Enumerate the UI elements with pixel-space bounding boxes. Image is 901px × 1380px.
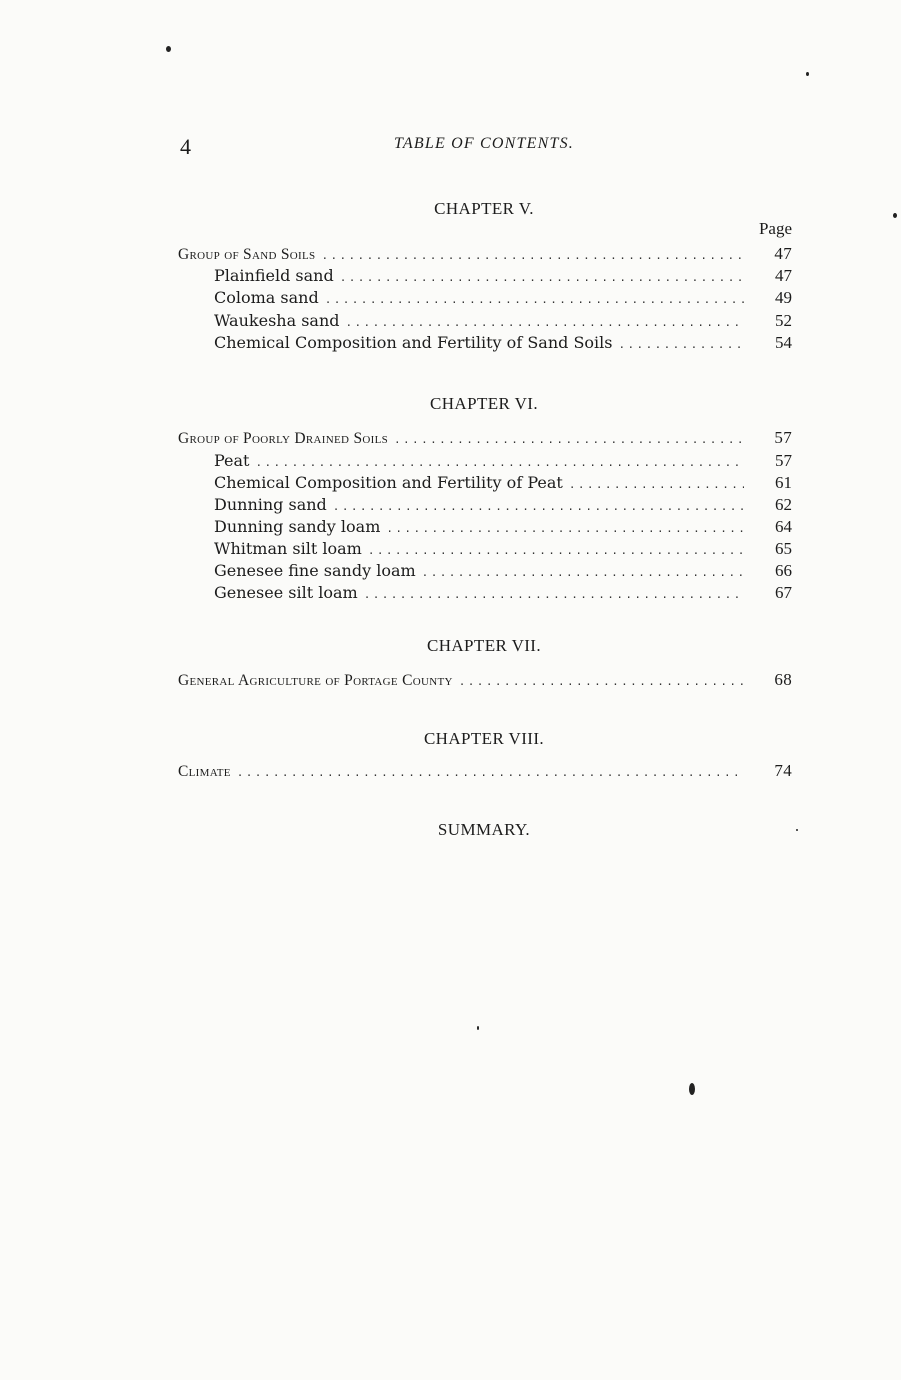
toc-entry-page: 47 — [774, 244, 792, 263]
toc-entry[interactable] — [214, 539, 792, 561]
dot-leader — [325, 293, 744, 306]
scan-speck — [796, 829, 798, 831]
toc-entry[interactable] — [214, 473, 792, 495]
toc-entry[interactable] — [178, 244, 792, 266]
toc-entry[interactable] — [214, 517, 792, 539]
toc-entry[interactable] — [214, 451, 792, 473]
dot-leader — [459, 675, 744, 688]
toc-entry-label: Dunning sandy loam — [214, 517, 381, 536]
summary-heading: SUMMARY. — [437, 820, 531, 839]
toc-entry-label: Group of Poorly Drained Soils — [178, 430, 389, 447]
toc-entry-page: 57 — [774, 428, 792, 447]
dot-leader — [321, 249, 744, 262]
toc-entry-page: 54 — [775, 333, 792, 352]
toc-entry-label: Chemical Composition and Fertility of Sand Soils — [214, 333, 613, 352]
toc-entry-page: 65 — [775, 539, 792, 558]
dot-leader — [619, 338, 745, 351]
toc-entry-label: Waukesha sand — [214, 311, 340, 330]
toc-entry[interactable] — [214, 561, 792, 583]
toc-entry-page: 57 — [775, 451, 792, 470]
toc-entry-page: 62 — [775, 495, 792, 514]
scan-speck — [166, 46, 171, 52]
toc-entry[interactable] — [178, 428, 792, 450]
scan-speck — [806, 72, 809, 76]
toc-entry-label: Climate — [178, 763, 231, 780]
toc-entry-page: 49 — [775, 288, 792, 307]
page-column-label: Page — [758, 219, 792, 238]
toc-entry-page: 47 — [775, 266, 792, 285]
toc-entry-page: 67 — [775, 583, 792, 602]
running-title: TABLE OF CONTENTS. — [394, 135, 574, 152]
chapter-heading-5: CHAPTER V. — [434, 199, 534, 218]
dot-leader — [364, 588, 744, 601]
dot-leader — [394, 433, 744, 446]
toc-entry-label: Coloma sand — [214, 288, 319, 307]
chapter-heading-8: CHAPTER VIII. — [423, 729, 545, 748]
toc-entry-label: Peat — [214, 451, 250, 470]
toc-entry[interactable] — [178, 670, 792, 692]
chapter-heading-7: CHAPTER VII. — [426, 636, 542, 655]
toc-entry-page: 68 — [774, 670, 792, 689]
toc-entry-label: Genesee silt loam — [214, 583, 358, 602]
dot-leader — [340, 271, 744, 284]
dot-leader — [346, 316, 745, 329]
toc-entry-label: Genesee fine sandy loam — [214, 561, 416, 580]
toc-entry-page: 66 — [775, 561, 792, 580]
toc-entry[interactable] — [214, 495, 792, 517]
toc-entry-label: Whitman silt loam — [214, 539, 362, 558]
dot-leader — [237, 766, 744, 779]
dot-leader — [422, 566, 744, 579]
page-number: 4 — [180, 134, 191, 159]
toc-entry[interactable] — [214, 266, 792, 288]
dot-leader — [333, 500, 744, 513]
toc-entry-page: 52 — [775, 311, 792, 330]
toc-entry-label: Dunning sand — [214, 495, 327, 514]
toc-entry[interactable] — [178, 761, 792, 783]
dot-leader — [368, 544, 744, 557]
toc-entry[interactable] — [214, 583, 792, 605]
chapter-heading-6: CHAPTER VI. — [430, 394, 538, 413]
toc-entry-label: Chemical Composition and Fertility of Peat — [214, 473, 563, 492]
toc-entry-label: General Agriculture of Portage County — [178, 672, 453, 689]
toc-entry-page: 61 — [775, 473, 792, 492]
toc-entry-page: 64 — [775, 517, 792, 536]
toc-entry[interactable] — [214, 333, 792, 355]
toc-entry[interactable] — [214, 288, 792, 310]
dot-leader — [255, 456, 744, 469]
toc-entry-label: Group of Sand Soils — [178, 246, 316, 263]
running-head — [176, 134, 792, 158]
toc-entry[interactable] — [214, 311, 792, 333]
toc-entry-page: 74 — [774, 761, 792, 780]
scan-speck — [689, 1083, 695, 1095]
dot-leader — [386, 522, 744, 535]
scan-speck — [477, 1026, 479, 1030]
toc-entry-label: Plainfield sand — [214, 266, 334, 285]
dot-leader — [569, 478, 744, 491]
scan-speck — [893, 213, 897, 218]
